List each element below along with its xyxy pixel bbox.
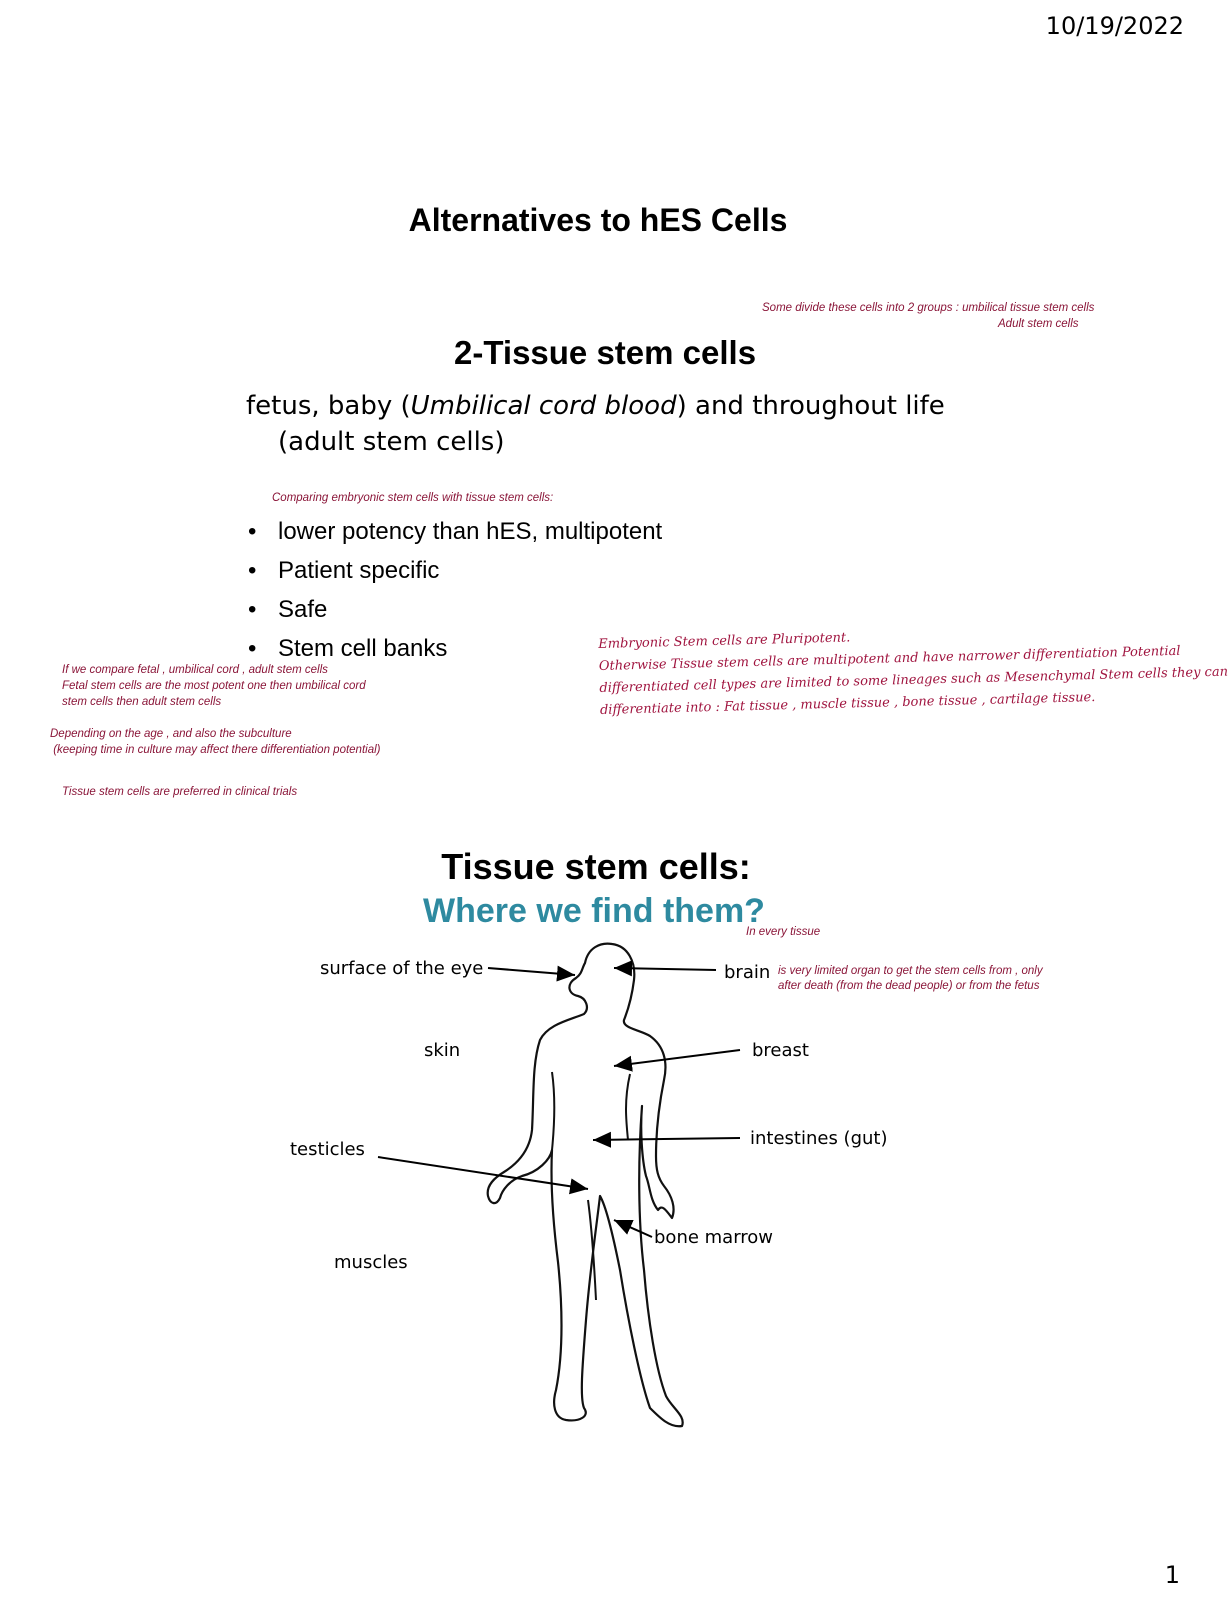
list-item: • Stem cell banks bbox=[244, 629, 662, 668]
date: 10/19/2022 bbox=[1045, 12, 1184, 40]
label-testicles: testicles bbox=[290, 1139, 365, 1160]
list-item: • Patient specific bbox=[244, 551, 662, 590]
label-eye: surface of the eye bbox=[320, 958, 484, 979]
arm-contour bbox=[626, 1074, 630, 1140]
slide2-title: Tissue stem cells: bbox=[441, 846, 751, 887]
slide1-subtitle: 2-Tissue stem cells bbox=[454, 334, 757, 371]
label-skin: skin bbox=[424, 1040, 461, 1061]
note-every-tissue: In every tissue bbox=[746, 926, 821, 938]
note-age: Depending on the age , and also the subculture (keeping time in culture may affect there differentiation potential) bbox=[50, 728, 381, 756]
note-groups-line2: Adult stem cells bbox=[998, 318, 1079, 330]
arrow-brain bbox=[614, 968, 716, 970]
list-item: • lower potency than hES, multipotent bbox=[244, 512, 662, 551]
intro-part1: fetus, baby ( bbox=[246, 391, 411, 421]
arrow-eye bbox=[488, 968, 575, 975]
list-item: • Safe bbox=[244, 590, 662, 629]
note-compare: Comparing embryonic stem cells with tissue stem cells: bbox=[272, 492, 554, 504]
intro-part2: ) and throughout life bbox=[676, 391, 945, 421]
arm-contour bbox=[552, 1072, 554, 1150]
body-outline bbox=[488, 944, 683, 1427]
slide2-subtitle: Where we find them? bbox=[423, 892, 765, 930]
intro-line2: (adult stem cells) bbox=[278, 427, 505, 457]
label-intestines: intestines (gut) bbox=[750, 1128, 888, 1149]
label-breast: breast bbox=[752, 1040, 809, 1061]
arrow-testicles bbox=[378, 1157, 588, 1189]
slide1-title: Alternatives to hES Cells bbox=[408, 202, 788, 238]
label-brain: brain bbox=[724, 962, 771, 983]
label-muscles: muscles bbox=[334, 1252, 408, 1273]
arrow-bone-marrow bbox=[614, 1220, 652, 1237]
note-clinical: Tissue stem cells are preferred in clinical trials bbox=[62, 786, 298, 798]
intro-italic: Umbilical cord blood bbox=[410, 391, 677, 421]
note-brain: is very limited organ to get the stem cells from , only after death (from the dead people) or from the fetus bbox=[778, 965, 1043, 992]
note-groups-line1: Some divide these cells into 2 groups : umbilical tissue stem cells bbox=[762, 302, 1095, 314]
arrow-intestines bbox=[593, 1138, 740, 1140]
arrow-breast bbox=[614, 1050, 740, 1066]
label-bone-marrow: bone marrow bbox=[654, 1227, 774, 1248]
note-fetal: If we compare fetal , umbilical cord , adult stem cells Fetal stem cells are the most potent one then umbilical cord stem cells then adult stem cells bbox=[62, 664, 366, 708]
handwritten-note: Embryonic Stem cells are Pluripotent. Otherwise Tissue stem cells are multipotent and have narrower differentiation Potential differentiated cell types are limited to some lineages such as Mesenchymal Stem cells they can differentiate into : Fat tissue , muscle tissue , bone tissue , cartilage tissue. bbox=[598, 630, 1229, 718]
page-number: 1 bbox=[1164, 1561, 1180, 1589]
